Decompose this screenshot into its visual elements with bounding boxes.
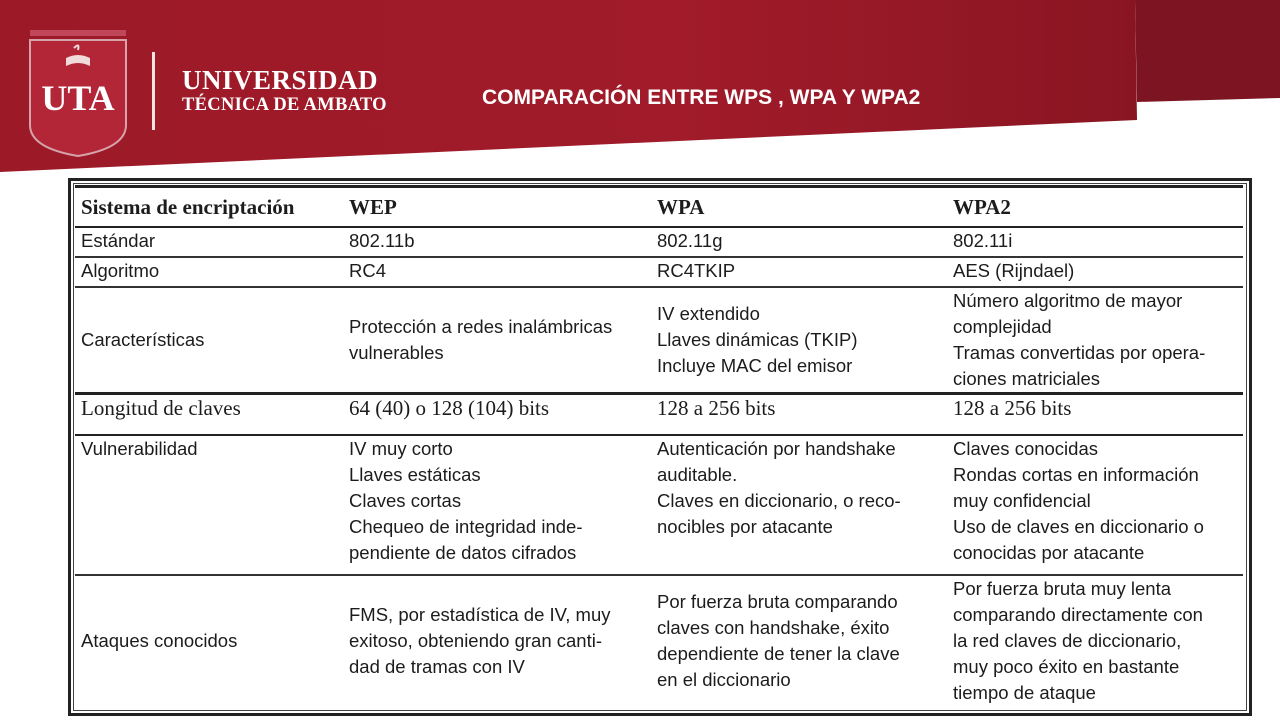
table-cell [651, 575, 947, 706]
cell-line: FMS, por estadística de IV, muy [349, 604, 611, 625]
table-cell: 802.11b [343, 227, 651, 257]
header-cell: WPA2 [947, 187, 1243, 227]
table-cell [947, 287, 1243, 394]
university-logo [28, 30, 128, 158]
university-name [182, 66, 387, 116]
university-name-line1: UNIVERSIDAD [182, 65, 379, 95]
cell-line: tiempo de ataque [953, 682, 1096, 703]
row-label: Características [75, 287, 343, 394]
cell-line: claves con handshake, éxito [657, 617, 890, 638]
cell-line: complejidad [953, 315, 1052, 337]
table-row [75, 435, 1243, 575]
row-label: Longitud de claves [75, 393, 343, 435]
cell-line: Protección a redes inalámbricas [349, 315, 613, 337]
cell-line: auditable. [657, 464, 738, 485]
cell-line: vulnerables [349, 341, 444, 363]
logo-text: UTA [41, 78, 115, 118]
cell-line: pendiente de datos cifrados [349, 542, 577, 563]
table-cell [343, 435, 651, 575]
table-row [75, 257, 1243, 287]
row-label: Algoritmo [75, 257, 343, 287]
comparison-table [75, 185, 1243, 706]
cell-line: muy confidencial [953, 490, 1091, 511]
cell-line: Claves conocidas [953, 438, 1098, 459]
cell-line: nocibles por atacante [657, 516, 833, 537]
cell-line: exitoso, obteniendo gran canti- [349, 630, 603, 651]
slide-title: COMPARACIÓN ENTRE WPS , WPA Y WPA2 [482, 86, 921, 109]
table-cell: 128 a 256 bits [651, 393, 947, 435]
cell-line: Tramas convertidas por opera- [953, 341, 1206, 363]
comparison-table-frame [68, 178, 1252, 716]
table-cell: RC4TKIP [651, 257, 947, 287]
cell-line: Rondas cortas en información [953, 464, 1199, 485]
table-cell [651, 287, 947, 394]
row-label: Vulnerabilidad [75, 435, 343, 575]
cell-line: Llaves estáticas [349, 464, 481, 485]
cell-line: Por fuerza bruta muy lenta [953, 578, 1171, 599]
header-banner [0, 0, 1280, 180]
cell-line: comparando directamente con [953, 604, 1203, 625]
table-cell [947, 575, 1243, 706]
table-cell: 802.11g [651, 227, 947, 257]
cell-line: la red claves de diccionario, [953, 630, 1182, 651]
header-cell: WEP [343, 187, 651, 227]
cell-line: Claves en diccionario, o reco- [657, 490, 901, 511]
table-cell: RC4 [343, 257, 651, 287]
cell-line: Claves cortas [349, 490, 462, 511]
cell-line: conocidas por atacante [953, 542, 1145, 563]
cell-line: IV muy corto [349, 438, 453, 459]
cell-line: en el diccionario [657, 669, 791, 690]
cell-line: Uso de claves en diccionario o [953, 516, 1204, 537]
table-header-row [75, 187, 1243, 227]
table-cell [947, 435, 1243, 575]
table-row [75, 575, 1243, 706]
table-cell [343, 287, 651, 394]
table-row [75, 287, 1243, 394]
table-cell [651, 435, 947, 575]
row-label: Estándar [75, 227, 343, 257]
cell-line: Llaves dinámicas (TKIP) [657, 328, 858, 350]
header-cell: WPA [651, 187, 947, 227]
cell-line: dad de tramas con IV [349, 656, 525, 677]
cell-line: muy poco éxito en bastante [953, 656, 1180, 677]
cell-line: Por fuerza bruta comparando [657, 591, 898, 612]
table-cell: 802.11i [947, 227, 1243, 257]
row-label: Ataques conocidos [81, 630, 238, 651]
table-row [75, 393, 1243, 435]
cell-line: ciones matriciales [953, 367, 1101, 389]
table-cell: 128 a 256 bits [947, 393, 1243, 435]
logo-divider [152, 52, 155, 130]
table-cell: 64 (40) o 128 (104) bits [343, 393, 651, 435]
table-cell: AES (Rijndael) [947, 257, 1243, 287]
cell-line: dependiente de tener la clave [657, 643, 900, 664]
cell-line: IV extendido [657, 302, 760, 324]
table-cell [343, 575, 651, 706]
university-name-line2: TÉCNICA DE AMBATO [182, 95, 387, 115]
cell-line: Chequeo de integridad inde- [349, 516, 583, 537]
cell-line: Autenticación por handshake [657, 438, 896, 459]
table-row [75, 227, 1243, 257]
header-cell: Sistema de encriptación [75, 187, 343, 227]
cell-line: Incluye MAC del emisor [657, 354, 853, 376]
cell-line: Número algoritmo de mayor [953, 289, 1183, 311]
